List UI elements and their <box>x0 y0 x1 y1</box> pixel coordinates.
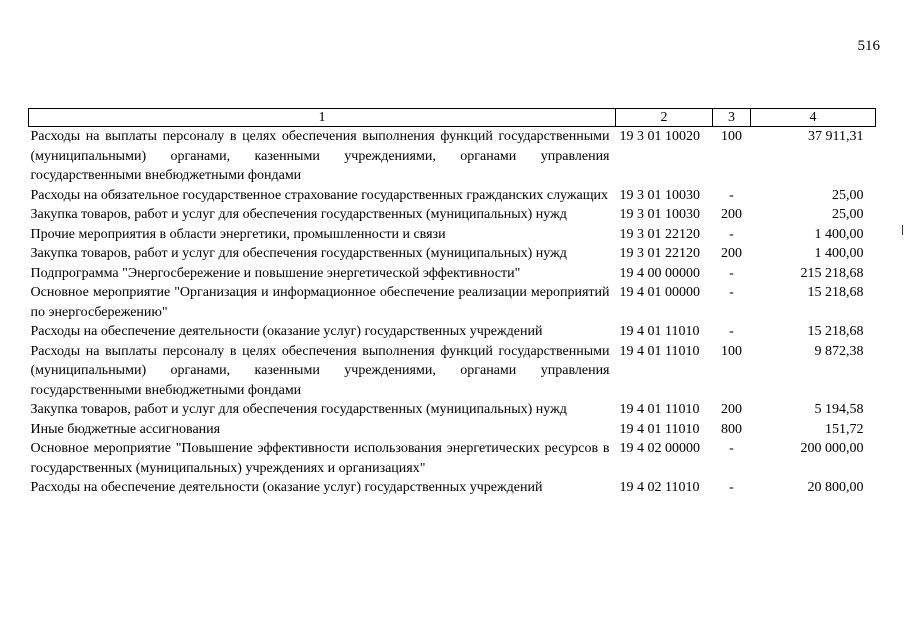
row-expense-type: - <box>729 324 734 339</box>
row-description: Иные бюджетные ассигнования <box>30 421 221 437</box>
row-expense-type: 100 <box>721 129 742 144</box>
row-amount: 25,00 <box>832 187 864 203</box>
row-code: 19 3 01 10030 <box>619 207 700 222</box>
row-description: Подпрограмма "Энергосбережение и повышение энергетической эффективности" <box>30 265 521 281</box>
row-amount: 20 800,00 <box>807 480 864 495</box>
row-description: Закупка товаров, работ и услуг для обеспечения государственных (муниципальных) нужд <box>30 207 567 222</box>
row-description: Расходы на выплаты персоналу в целях обеспечения выполнения функций государственными (муниципальными) органами, казенными учреждениями, органами управления государственными внебюджетными фондами <box>30 343 610 398</box>
row-amount: 1 400,00 <box>814 246 864 261</box>
budget-table <box>28 108 876 498</box>
table-row <box>29 400 876 420</box>
table-row <box>29 244 876 264</box>
row-expense-type: 800 <box>721 421 742 437</box>
row-amount: 1 400,00 <box>814 226 864 242</box>
row-description: Расходы на обеспечение деятельности (оказание услуг) государственных учреждений <box>30 324 543 339</box>
column-header-description: 1 <box>29 109 616 127</box>
table-row <box>29 127 876 186</box>
row-expense-type: 200 <box>721 246 742 261</box>
row-description: Расходы на обязательное государственное страхование государственных гражданских служащих <box>30 187 609 203</box>
row-amount: 9 872,38 <box>814 343 864 359</box>
row-amount: 37 911,31 <box>808 129 864 144</box>
table-row <box>29 322 876 342</box>
row-expense-type: - <box>729 187 734 203</box>
row-description: Прочие мероприятия в области энергетики, промышленности и связи <box>30 226 446 242</box>
row-amount: 15 218,68 <box>807 324 864 339</box>
row-description: Закупка товаров, работ и услуг для обеспечения государственных (муниципальных) нужд <box>30 402 567 417</box>
table-row <box>29 283 876 322</box>
column-header-expense-type: 3 <box>713 109 751 127</box>
table-row <box>29 205 876 225</box>
table-row <box>29 342 876 401</box>
row-expense-type: 200 <box>721 402 742 417</box>
row-code: 19 4 02 11010 <box>619 480 700 495</box>
row-amount: 151,72 <box>825 421 864 437</box>
row-amount: 25,00 <box>832 207 864 222</box>
row-code: 19 4 01 00000 <box>619 285 700 300</box>
row-code: 19 3 01 10020 <box>619 129 700 144</box>
row-code: 19 4 02 00000 <box>619 441 700 456</box>
table-row <box>29 186 876 206</box>
table-row <box>29 420 876 440</box>
table-row <box>29 478 876 498</box>
row-code: 19 4 01 11010 <box>619 343 700 359</box>
row-description: Расходы на выплаты персоналу в целях обеспечения выполнения функций государственными (муниципальными) органами, казенными учреждениями, органами управления государственными внебюджетными фондами <box>30 129 610 183</box>
row-code: 19 3 01 10030 <box>619 187 700 203</box>
row-code: 19 4 01 11010 <box>619 324 700 339</box>
row-amount: 15 218,68 <box>807 285 864 300</box>
column-header-code: 2 <box>616 109 713 127</box>
row-amount: 215 218,68 <box>800 265 864 281</box>
row-description: Основное мероприятие "Организация и информационное обеспечение реализации мероприятий по энергосбережению" <box>30 285 610 320</box>
row-expense-type: - <box>729 480 734 495</box>
margin-mark <box>902 225 903 235</box>
table-header-row <box>29 109 876 127</box>
table-row <box>29 264 876 284</box>
row-expense-type: - <box>729 285 734 300</box>
row-expense-type: - <box>729 226 734 242</box>
column-header-amount: 4 <box>751 109 876 127</box>
row-description: Закупка товаров, работ и услуг для обеспечения государственных (муниципальных) нужд <box>30 246 567 261</box>
row-expense-type: 200 <box>721 207 742 222</box>
row-expense-type: 100 <box>721 343 742 359</box>
row-amount: 5 194,58 <box>814 402 864 417</box>
table-row <box>29 439 876 478</box>
row-code: 19 4 01 11010 <box>619 402 700 417</box>
row-description: Расходы на обеспечение деятельности (оказание услуг) государственных учреждений <box>30 480 543 495</box>
row-code: 19 4 01 11010 <box>619 421 700 437</box>
row-expense-type: - <box>729 265 734 281</box>
table-row <box>29 225 876 245</box>
row-description: Основное мероприятие "Повышение эффективности использования энергетических ресурсов в государственных (муниципальных) учреждениях и организациях" <box>30 441 610 476</box>
row-amount: 200 000,00 <box>800 441 864 456</box>
row-expense-type: - <box>729 441 734 456</box>
row-code: 19 3 01 22120 <box>619 246 700 261</box>
row-code: 19 3 01 22120 <box>619 226 700 242</box>
row-code: 19 4 00 00000 <box>619 265 700 281</box>
page-number: 516 <box>857 38 880 54</box>
